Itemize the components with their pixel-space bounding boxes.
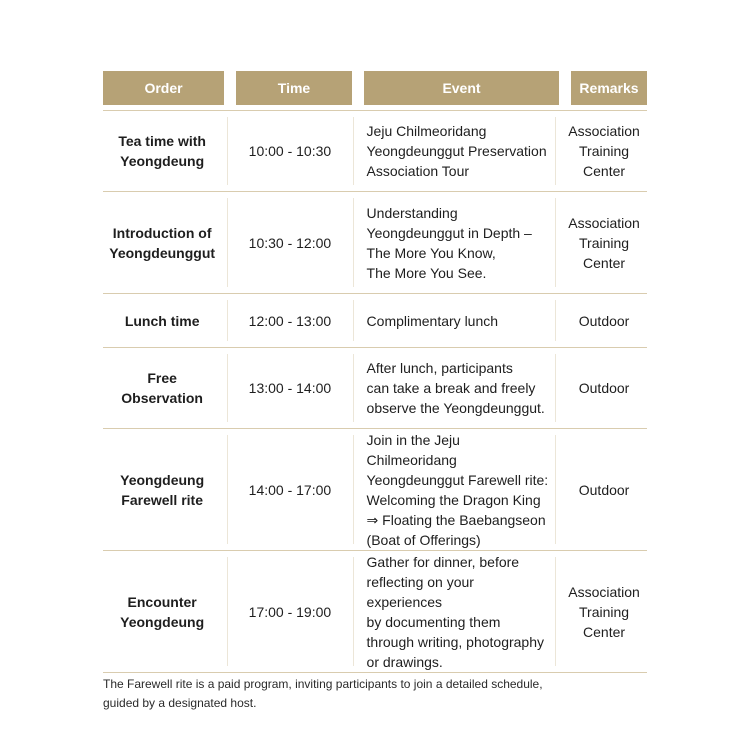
table-row bbox=[103, 550, 647, 673]
row-event: Jeju Chilmeoridang Yeongdeunggut Preservation Association Tour bbox=[366, 123, 547, 179]
row-remarks: Association Training Center bbox=[568, 583, 640, 640]
header-order: Order bbox=[103, 71, 224, 105]
row-event: Gather for dinner, before reflecting on your experiences by documenting them through writing, photography or drawings. bbox=[366, 553, 544, 670]
row-event: Join in the Jeju Chilmeoridang Yeongdeunggut Farewell rite: Welcoming the Dragon King ⇒ Floating the Baebangseon (Boat of Offerings) bbox=[366, 431, 549, 548]
table-header bbox=[103, 71, 647, 105]
row-order: Introduction of Yeongdeunggut bbox=[109, 224, 216, 261]
row-order: Lunch time bbox=[124, 312, 200, 329]
header-remarks: Remarks bbox=[571, 71, 647, 105]
table-row bbox=[103, 293, 647, 347]
row-time: 13:00 - 14:00 bbox=[248, 380, 332, 396]
row-time: 14:00 - 17:00 bbox=[248, 481, 332, 498]
row-remarks: Association Training Center bbox=[568, 214, 640, 271]
table-row bbox=[103, 428, 647, 550]
row-remarks: Outdoor bbox=[578, 481, 630, 498]
row-time: 12:00 - 13:00 bbox=[248, 312, 332, 329]
schedule-table bbox=[103, 71, 647, 673]
table-row bbox=[103, 110, 647, 191]
table-row bbox=[103, 191, 647, 293]
row-order: Tea time with Yeongdeung bbox=[118, 133, 206, 169]
footnote: The Farewell rite is a paid program, inviting participants to join a detailed schedule, guided by a designated host. bbox=[103, 677, 543, 710]
row-time: 10:00 - 10:30 bbox=[248, 143, 332, 159]
row-event: After lunch, participants can take a break and freely observe the Yeongdeunggut. bbox=[366, 360, 545, 416]
row-time: 10:30 - 12:00 bbox=[248, 234, 332, 251]
row-event: Complimentary lunch bbox=[366, 312, 499, 329]
row-event: Understanding Yeongdeunggut in Depth – The More You Know, The More You See. bbox=[366, 204, 532, 281]
row-remarks: Association Training Center bbox=[568, 123, 640, 179]
row-order: Encounter Yeongdeung bbox=[120, 593, 205, 630]
row-time: 17:00 - 19:00 bbox=[248, 603, 332, 620]
header-event: Event bbox=[364, 71, 559, 105]
row-order: Free Observation bbox=[121, 370, 203, 406]
row-remarks: Outdoor bbox=[578, 312, 630, 329]
row-remarks: Outdoor bbox=[578, 380, 630, 396]
header-time: Time bbox=[236, 71, 352, 105]
table-row bbox=[103, 347, 647, 428]
row-order: Yeongdeung Farewell rite bbox=[120, 471, 205, 508]
